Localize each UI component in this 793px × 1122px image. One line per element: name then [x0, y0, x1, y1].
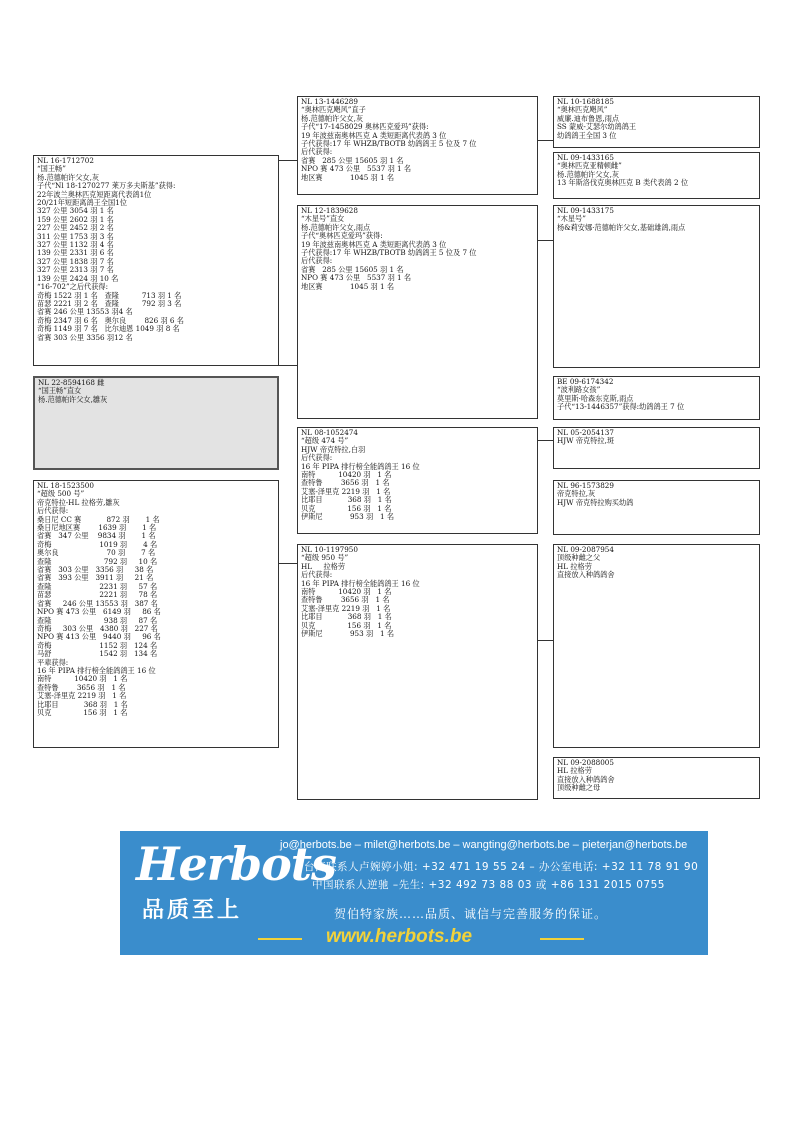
- pedigree-line: 159 公里 2602 羽 1 名: [37, 214, 114, 224]
- pedigree-line: 查特鲁 3656 羽 1 名: [301, 478, 390, 488]
- sire-card[interactable]: [33, 155, 279, 366]
- pedigree-line: 贝克 156 羽 1 名: [301, 620, 392, 630]
- pedigree-line: 贝克 156 羽 1 名: [37, 707, 128, 717]
- pedigree-line: 伊斯尼 953 羽 1 名: [301, 512, 395, 522]
- divider-left: [258, 938, 302, 940]
- pedigree-line: 327 公里 2313 羽 7 名: [37, 265, 114, 275]
- pedigree-line: 省赛 246 公里 13553 羽4 名: [37, 307, 133, 317]
- pedigree-line: 查特鲁 3656 羽 1 名: [37, 682, 126, 692]
- pedigree-line: 威廉.迪布鲁恩,雨点: [557, 113, 620, 123]
- connector: [279, 365, 297, 366]
- sire-sire-sire-card[interactable]: [553, 96, 760, 148]
- pedigree-line: 子代获得:17 年 WHZB/TBOTB 幼鸽鸽王 5 位及 7 位: [301, 248, 477, 258]
- pedigree-line: HL 拉格劳: [557, 561, 592, 571]
- pedigree-line: 227 公里 2452 羽 2 名: [37, 223, 114, 233]
- pedigree-line: 省赛 285 公里 15605 羽 1 名: [301, 155, 404, 165]
- pedigree-line: 16 年 PIPA 排行榜全能鸽鸽王 16 位: [301, 578, 420, 588]
- pedigree-line: 杨.范德帕许父女,雨点: [301, 222, 371, 232]
- pedigree-line: 327 公里 1132 羽 4 名: [37, 240, 114, 250]
- dam-dam-dam-card[interactable]: [553, 757, 760, 799]
- pedigree-line: “木星号”直女: [301, 214, 345, 224]
- pedigree-line: “奥林匹克飓风”直子: [301, 105, 366, 115]
- subject-card[interactable]: [33, 376, 279, 470]
- tagline: 贺伯特家族……品质、诚信与完善服务的保证。: [334, 907, 608, 921]
- dam-sire-card[interactable]: [297, 427, 538, 534]
- pedigree-line: “国王畅”直女: [38, 386, 82, 396]
- ring-number: NL 22-8594168 雌: [38, 378, 105, 387]
- ring-number: BE 09-6174342: [557, 377, 614, 386]
- ring-number: NL 08-1052474: [301, 428, 358, 437]
- pedigree-line: 后代获得:: [37, 506, 69, 516]
- pedigree-line: 桑日尼地区赛 1639 羽 1 名: [37, 523, 157, 533]
- pedigree-line: NPO 赛 473 公里 6149 羽 86 名: [37, 607, 161, 617]
- pedigree-line: “超级 500 号”: [37, 489, 85, 499]
- pedigree-line: 子代“奥林匹克爱玛”获得:: [301, 231, 383, 241]
- pedigree-line: 查隆 792 羽 10 名: [37, 556, 158, 566]
- pedigree-line: 直接放入种鸽鸽舍: [557, 774, 615, 784]
- sire-sire-card[interactable]: [297, 96, 538, 195]
- dam-dam-card[interactable]: [297, 544, 538, 800]
- pedigree-line: 奇梅 1152 羽 124 名: [37, 640, 158, 650]
- pedigree-line: 贝克 156 羽 1 名: [301, 503, 392, 513]
- pedigree-line: “超级 950 号”: [301, 553, 349, 563]
- pedigree-line: 地区赛 1045 羽 1 名: [301, 281, 395, 291]
- pedigree-line: 子代“Nl 18-1270277 莱万多夫斯基”获得:: [37, 181, 176, 191]
- ring-number: NL 09-1433175: [557, 206, 614, 215]
- pedigree-line: 22年波兰奥林匹克短距离代表鸽1位: [37, 189, 152, 199]
- pedigree-line: HJW 帝克特拉,斑: [557, 436, 615, 446]
- pedigree-line: 省赛 347 公里 9834 羽 1 名: [37, 531, 156, 541]
- pedigree-line: 艾塞-泽里克 2219 羽 1 名: [37, 691, 127, 701]
- pedigree-line: 后代获得:: [301, 256, 333, 266]
- pedigree-line: 杨.范德帕许父女,雛灰: [38, 394, 108, 404]
- dam-sire-dam-card[interactable]: [553, 480, 760, 535]
- ring-number: NL 12-1839628: [301, 206, 358, 215]
- pedigree-line: 查隆 938 羽 87 名: [37, 615, 158, 625]
- ring-number: NL 09-2088005: [557, 758, 614, 767]
- pedigree-line: 顶级种雌之父: [557, 553, 601, 563]
- pedigree-line: 后代获得:: [301, 147, 333, 157]
- sire-dam-dam-card[interactable]: [553, 376, 760, 420]
- pedigree-line: 奇梅 1522 羽 1 名 查隆 713 羽 1 名: [37, 290, 182, 300]
- pedigree-line: 311 公里 1753 羽 3 名: [37, 231, 114, 241]
- pedigree-line: 比耶目 368 羽 1 名: [37, 699, 128, 709]
- pedigree-line: 苗瑟 2221 羽 2 名 查隆 792 羽 3 名: [37, 298, 182, 308]
- pedigree-line: 139 公里 2331 羽 6 名: [37, 248, 114, 258]
- pedigree-line: 16 年 PIPA 排行榜全能鸽鸽王 16 位: [301, 461, 420, 471]
- pedigree-line: 伊斯尼 953 羽 1 名: [301, 629, 395, 639]
- pedigree-line: 苗瑟 2221 羽 78 名: [37, 590, 158, 600]
- pedigree-line: 莫里斯·哈森东克斯,雨点: [557, 393, 634, 403]
- herbots-banner[interactable]: [120, 831, 708, 955]
- ring-number: NL 16-1712702: [37, 156, 94, 165]
- pedigree-line: 奇梅 303 公里 4380 羽 227 名: [37, 623, 158, 633]
- dam-card[interactable]: [33, 480, 279, 748]
- sire-dam-sire-card[interactable]: [553, 205, 760, 368]
- sire-sire-dam-card[interactable]: [553, 152, 760, 199]
- pedigree-line: “16-702”之后代获得:: [37, 282, 109, 292]
- pedigree-line: HJW 帝克特拉购买幼鸽: [557, 497, 634, 507]
- pedigree-line: 省赛 285 公里 15605 羽 1 名: [301, 264, 404, 274]
- herbots-logo: Herbots: [136, 837, 336, 891]
- pedigree-line: 帝克特拉,灰: [557, 489, 596, 499]
- pedigree-line: “国王畅”: [37, 164, 66, 174]
- divider-right: [540, 938, 584, 940]
- pedigree-line: 奥尔良 70 羽 7 名: [37, 548, 156, 558]
- pedigree-line: “木星号”: [557, 214, 586, 224]
- pedigree-line: 省赛 393 公里 3911 羽 21 名: [37, 573, 154, 583]
- pedigree-line: 平辈获得:: [37, 657, 69, 667]
- pedigree-line: 省赛 303 公里 3356 羽12 名: [37, 332, 133, 342]
- pedigree-line: 327 公里 1838 羽 7 名: [37, 256, 114, 266]
- ring-number: NL 10-1197950: [301, 545, 358, 554]
- ring-number: NL 13-1446289: [301, 97, 358, 106]
- ring-number: NL 05-2054137: [557, 428, 614, 437]
- pedigree-line: “超级 474 号”: [301, 436, 349, 446]
- pedigree-line: 奇梅 2347 羽 6 名 奥尔良 826 羽 6 名: [37, 315, 184, 325]
- china-contact: 中国联系人逆驰 –先生: +32 492 73 88 03 或 +86 131 2015 0755: [312, 879, 665, 891]
- pedigree-line: 后代获得:: [301, 453, 333, 463]
- ring-number: NL 96-1573829: [557, 481, 614, 490]
- pedigree-line: 马舒 1542 羽 134 名: [37, 649, 158, 659]
- pedigree-line: 直接放入种鸽鸽舍: [557, 570, 615, 580]
- sire-dam-card[interactable]: [297, 205, 538, 419]
- pedigree-line: 比耶目 368 羽 1 名: [301, 612, 392, 622]
- pedigree-line: 19 年波兹南奥林匹克 A 类短距离代表鸽 3 位: [301, 130, 447, 140]
- pedigree-line: 艾塞-泽里克 2219 羽 1 名: [301, 603, 391, 613]
- pedigree-line: SS 蒙威-艾瑟尔幼鸽鸽王: [557, 122, 637, 132]
- ring-number: NL 10-1688185: [557, 97, 614, 106]
- pedigree-line: 子代获得:17 年 WHZB/TBOTB 幼鸽鸽王 5 位及 7 位: [301, 139, 477, 149]
- pedigree-line: 省赛 246 公里 13553 羽 387 名: [37, 598, 158, 608]
- connector: [538, 140, 553, 141]
- pedigree-line: 子代“13-1446357”获得:幼鸽鸽王 7 位: [557, 402, 685, 412]
- pedigree-line: NPO 赛 413 公里 9440 羽 96 名: [37, 632, 161, 642]
- pedigree-line: “奥林匹克飓风”: [557, 105, 608, 115]
- pedigree-line: 13 年斯洛伐克奥林匹克 B 类代表鸽 2 位: [557, 178, 689, 188]
- dam-dam-sire-card[interactable]: [553, 544, 760, 748]
- pedigree-line: 南特 10420 羽 1 名: [37, 674, 128, 684]
- pedigree-line: 20/21年短距离鸽王全国1位: [37, 198, 127, 208]
- pedigree-line: 奇梅 1149 羽 7 名 比尔迪恩 1049 羽 8 名: [37, 324, 180, 334]
- pedigree-line: HJW 帝克特拉,白羽: [301, 444, 366, 454]
- pedigree-line: 杨.范德帕许父女,灰: [301, 113, 364, 123]
- pedigree-line: 艾塞-泽里克 2219 羽 1 名: [301, 486, 391, 496]
- ring-number: NL 18-1523500: [37, 481, 94, 490]
- pedigree-line: 杨&莉安娜·范德帕许父女,基础雄鸽,雨点: [557, 222, 686, 232]
- pedigree-line: 南特 10420 羽 1 名: [301, 587, 392, 597]
- pedigree-line: NPO 赛 473 公里 5537 羽 1 名: [301, 273, 412, 283]
- pedigree-line: 幼鸽鸽王全国 3 位: [557, 130, 617, 140]
- pedigree-line: 省赛 303 公里 3356 羽 38 名: [37, 565, 154, 575]
- connector: [538, 640, 553, 641]
- dam-sire-sire-card[interactable]: [553, 427, 760, 469]
- website-link[interactable]: www.herbots.be: [326, 926, 473, 947]
- connector: [538, 240, 553, 241]
- pedigree-line: 杨.范德帕许父女,灰: [37, 172, 100, 182]
- pedigree-line: 帝克特拉-HL 拉格劳,雛灰: [37, 497, 120, 507]
- pedigree-line: 139 公里 2424 羽 10 名: [37, 273, 119, 283]
- pedigree-line: NPO 赛 473 公里 5537 羽 1 名: [301, 164, 412, 174]
- ring-number: NL 09-1433165: [557, 153, 614, 162]
- pedigree-line: 顶级种雌之母: [557, 783, 601, 793]
- pedigree-line: 比耶目 368 羽 1 名: [301, 495, 392, 505]
- pedigree-line: 地区赛 1045 羽 1 名: [301, 172, 395, 182]
- pedigree-line: 杨.范德帕许父女,灰: [557, 169, 620, 179]
- pedigree-line: 16 年 PIPA 排行榜全能鸽鸽王 16 位: [37, 665, 156, 675]
- ring-number: NL 09-2087954: [557, 545, 614, 554]
- pedigree-line: 327 公里 3054 羽 1 名: [37, 206, 114, 216]
- pedigree-line: 后代获得:: [301, 570, 333, 580]
- connector: [279, 563, 297, 564]
- connector: [279, 160, 297, 161]
- pedigree-line: 子代“17-1458029 奥林匹克爱玛”获得:: [301, 122, 429, 132]
- pedigree-line: 奇梅 1019 羽 4 名: [37, 539, 158, 549]
- pedigree-line: “波利路女孩”: [557, 385, 601, 395]
- pedigree-line: 桑日尼 CC 赛 872 羽 1 名: [37, 514, 160, 524]
- pedigree-line: 19 年波兹南奥林匹克 A 类短距离代表鸽 3 位: [301, 239, 447, 249]
- taiwan-contact: 台湾联系人卢婉婷小姐: +32 471 19 55 24 – 办公室电话: +32 11 78 91 90: [304, 861, 699, 873]
- slogan: 品质至上: [142, 898, 243, 923]
- pedigree-line: HL 拉格劳: [557, 766, 592, 776]
- pedigree-line: “奥林匹克亚精顿雌”: [557, 161, 622, 171]
- pedigree-line: HL 拉格劳: [301, 561, 346, 571]
- email-list[interactable]: jo@herbots.be – milet@herbots.be – wangting@herbots.be – pieterjan@herbots.be: [280, 839, 688, 851]
- pedigree-line: 查隆 2231 羽 57 名: [37, 581, 158, 591]
- connector: [538, 440, 553, 441]
- pedigree-line: 南特 10420 羽 1 名: [301, 470, 392, 480]
- pedigree-line: 查特鲁 3656 羽 1 名: [301, 595, 390, 605]
